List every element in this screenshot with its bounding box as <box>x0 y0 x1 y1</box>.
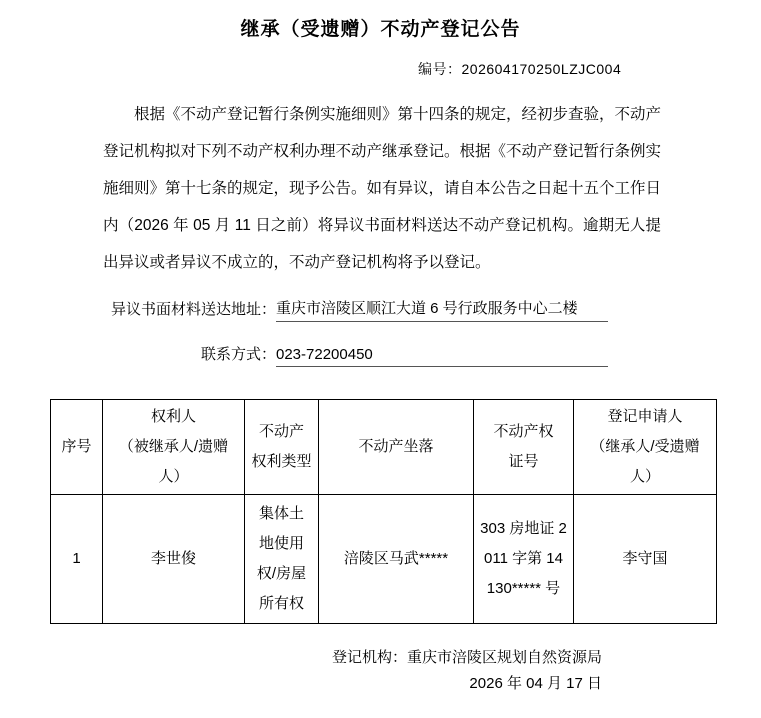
cell-owner: 李世俊 <box>103 495 245 624</box>
cell-applicant: 李守国 <box>574 495 717 624</box>
doc-number <box>418 59 621 79</box>
registration-table <box>50 399 717 624</box>
footer-date: 2026 年 04 月 17 日 <box>469 675 602 692</box>
doc-number-label: 编号： <box>418 61 462 77</box>
doc-number-value: 202604170250LZJC004 <box>461 61 622 77</box>
header-cert-no: 不动产权 证号 <box>474 400 574 495</box>
page-title: 继承（受遗赠）不动产登记公告 <box>240 19 521 40</box>
cell-right-type: 集体土地使用权/房屋所有权 <box>245 495 319 624</box>
cell-seq: 1 <box>51 495 103 624</box>
header-location: 不动产坐落 <box>319 400 474 495</box>
footer <box>332 645 602 697</box>
body-paragraph: 根据《不动产登记暂行条例实施细则》第十四条的规定，经初步查验，不动产登记机构拟对下列不动产权利办理不动产继承登记。根据《不动产登记暂行条例实施细则》第十七条的规定，现予公告。如有异议，请自本公告之日起十五个工作日内（2026 年 05 月 11 日之前）将异议书面材料送达不动产登记机构。逾期无人提出异议或者异议不成立的，不动产登记机构将予以登记。 <box>103 106 662 271</box>
footer-agency: 登记机构：重庆市涪陵区规划自然资源局 <box>331 649 602 666</box>
contact-value: 023-72200450 <box>276 346 608 367</box>
cell-cert-no: 303 房地证 2011 字第 14130***** 号 <box>474 495 574 624</box>
header-right-type: 不动产 权利类型 <box>245 400 319 495</box>
header-applicant: 登记申请人 （继承人/受遗赠人） <box>574 400 717 495</box>
header-owner: 权利人 （被继承人/遗赠人） <box>103 400 245 495</box>
contact-label: 联系方式： <box>200 346 276 363</box>
address-value: 重庆市涪陵区顺江大道 6 号行政服务中心二楼 <box>276 297 608 322</box>
table-row <box>51 495 717 624</box>
contact-row <box>0 343 608 367</box>
cell-location: 涪陵区马武***** <box>319 495 474 624</box>
address-row <box>0 297 608 322</box>
header-seq: 序号 <box>51 400 103 495</box>
address-label: 异议书面材料送达地址： <box>110 301 276 318</box>
table-header-row <box>51 400 717 495</box>
